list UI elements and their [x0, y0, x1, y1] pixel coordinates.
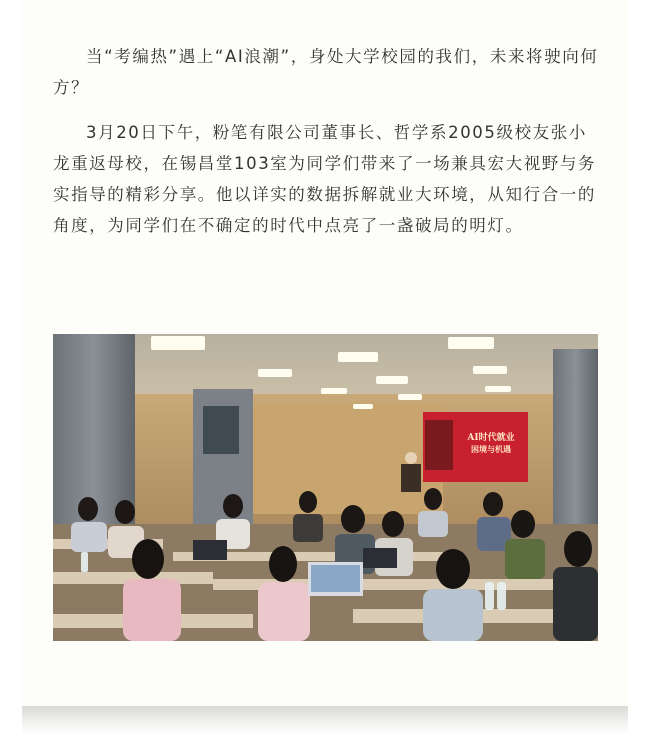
- intro-paragraph: 当“考编热”遇上“AI浪潮”，身处大学校园的我们，未来将驶向何方？: [53, 47, 599, 97]
- event-paragraph: 3月20日下午，粉笔有限公司董事长、哲学系2005级校友张小龙重返母校，在锡昌堂103室为同学们带来了一场兼具宏大视野与务实指导的精彩分享。他以详实的数据拆解就业大环境，从知行合一的角度，为同学们在不确定的时代中点亮了一盏破局的明灯。: [53, 123, 597, 235]
- screen-title-line-2: 困境与机遇: [471, 444, 511, 454]
- card-bottom-shadow: [22, 706, 628, 735]
- screen-title-line-1: AI时代就业: [467, 433, 515, 443]
- lecture-hall-photo: [53, 334, 598, 641]
